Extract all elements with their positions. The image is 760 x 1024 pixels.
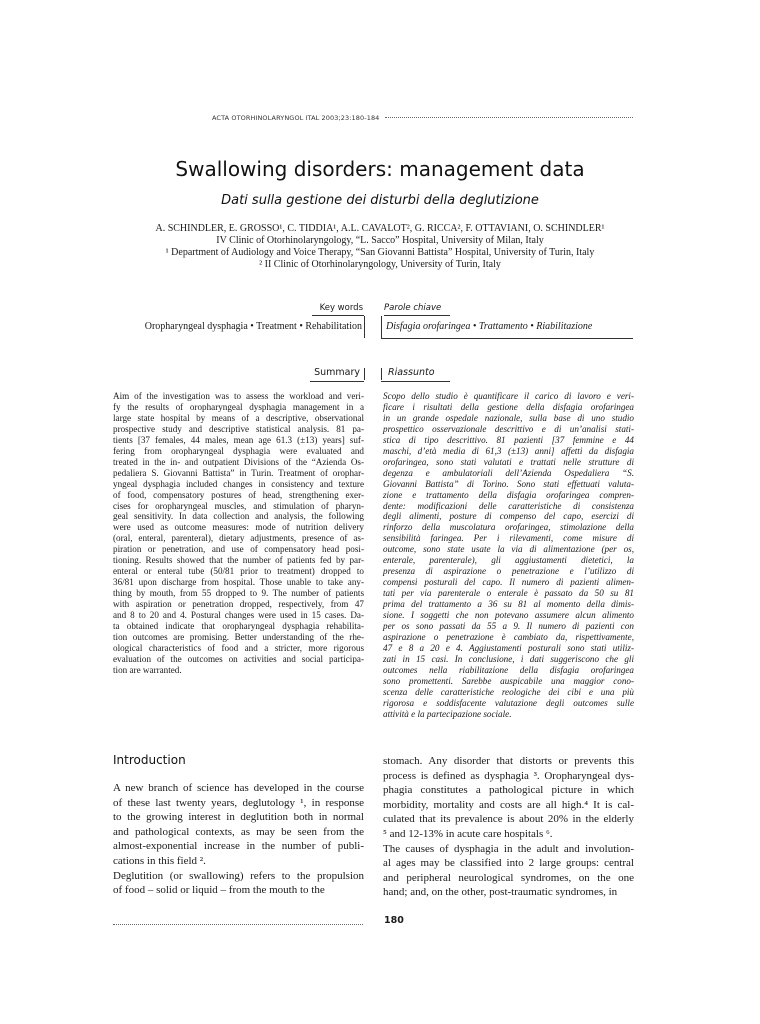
text-line: evaluation of the outcomes on activities and social participa- — [113, 653, 364, 664]
text-line: orofaringea, sono stati valutati e trattati nelle strutture di — [383, 456, 634, 467]
text-line: (oral, enteral, parenteral), dietary adjustments, presence of as- — [113, 533, 364, 544]
paper-subtitle: Dati sulla gestione dei disturbi della deglutizione — [221, 193, 539, 208]
summary-text-it — [383, 391, 634, 720]
text-line: prospective study and descriptive statistical analysis. 81 pa- — [113, 423, 364, 434]
text-line: and peripheral neurological syndromes, on the one — [383, 871, 634, 884]
text-line: of these last twenty years, deglutology ¹, in response — [113, 796, 364, 809]
text-line: compensi posturali del capo. Il numero di pazienti alimen- — [383, 577, 634, 588]
text-line: tati per via parenterale o enterale è passato da 50 su 81 — [383, 588, 634, 599]
text-line: were used as outcome measures: mode of nutrition delivery — [113, 522, 364, 533]
text-line: degenza e ambulatoriali dell’Azienda Ospedaliera “S. — [383, 467, 634, 478]
keywords-text-it: Disfagia orofaringea • Trattamento • Riabilitazione — [386, 321, 593, 332]
text-line: and pathological contexts, as may be seen from the — [113, 825, 364, 838]
summary-heading-en: Summary — [314, 367, 360, 378]
text-line: attività e la partecipazione sociale. — [383, 708, 512, 719]
text-line: Deglutition (or swallowing) refers to the propulsion — [113, 869, 364, 882]
text-line: The causes of dysphagia in the adult and involution- — [383, 842, 634, 855]
text-line: dente: modificazioni delle caratteristiche di consistenza — [383, 500, 634, 511]
text-line: outcomes nella riabilitazione della disfagia orofaringea — [383, 664, 634, 675]
introduction-column-left — [113, 781, 364, 898]
footer-dotted-rule — [113, 924, 363, 925]
keywords-text-en: Oropharyngeal dysphagia • Treatment • Rehabilitation — [144, 321, 362, 332]
text-line: in un grande ospedale nazionale, sulla base di uno studio — [383, 412, 634, 423]
text-line: maschi, d’età media di 61,3 (±13) anni] affetti da disfagia — [383, 445, 634, 456]
text-line: piration or penetration, and use of compensatory head posi- — [113, 544, 364, 555]
text-line: rigorosa e soddisfacente valutazione degli outcomes sulle — [383, 697, 634, 708]
summary-divider-en — [364, 368, 365, 380]
introduction-column-right — [383, 754, 634, 900]
summary-heading-it: Riassunto — [388, 367, 435, 378]
text-line: phagia constitutes a pathological picture in which — [383, 784, 634, 797]
summary-divider-it — [381, 368, 382, 380]
text-line: geal sensitivity. In data collection and analysis, the following — [113, 511, 364, 522]
text-line: ficare i risultati della gestione della disfagia orofaringea — [383, 401, 634, 412]
text-line: stomach. Any disorder that distorts or prevents this — [383, 755, 634, 767]
text-line: tion are warranted. — [113, 664, 182, 675]
text-line: sono promettenti. Sarebbe auspicabile una maggior cono- — [383, 675, 634, 686]
text-line: ological characteristics of food and a stricter, more rigorous — [113, 642, 364, 653]
text-line: large state hospital by means of a descriptive, observational — [113, 412, 364, 423]
text-line: per os sono passati da 55 a 9. Il numero di pazienti con — [383, 621, 634, 632]
text-line: of food – solid or liquid – from the mouth to the — [113, 884, 325, 897]
affiliation-2: ¹ Department of Audiology and Voice Therapy, “San Giovanni Battista” Hospital, University of Turin, Italy — [165, 247, 595, 258]
keywords-divider-it — [381, 316, 382, 338]
text-line: Giovanni Battista” di Torino. Sono stati effettuati valuta- — [383, 478, 634, 489]
text-line: tioning. Results showed that the number of patients fed by par- — [113, 555, 364, 566]
keywords-rule-it — [384, 315, 450, 316]
affiliation-1: IV Clinic of Otorhinolaryngology, “L. Sacco” Hospital, University of Milan, Italy — [216, 235, 544, 246]
text-line: al ages may be classified into 2 large groups: central — [383, 857, 634, 870]
text-line: A new branch of science has developed in the course — [113, 782, 364, 794]
text-line: sensibilità faringea. Per i rilevamenti, come misure di — [383, 533, 634, 544]
text-line: tion outcomes are promising. Better understanding of the rhe- — [113, 631, 364, 642]
text-line: ⁵ and 12-13% in acute care hospitals ⁶. — [383, 827, 553, 840]
text-line: almost-exponential increase in the number of publi- — [113, 840, 364, 853]
text-line: cises for oropharyngeal muscles, and stimulation of pharyn- — [113, 500, 364, 511]
keywords-heading-it: Parole chiave — [384, 303, 442, 313]
affiliation-3: ² II Clinic of Otorhinolaryngology, University of Turin, Italy — [259, 259, 501, 270]
text-line: pedaliera S. Giovanni Battista” in Turin. Treatment of orophar- — [113, 467, 364, 478]
text-line: hand; and, on the other, post-traumatic syndromes, in — [383, 886, 618, 899]
text-line: and 8 to 20 and 4. Postural changes were used in 15 cases. Da- — [113, 610, 364, 621]
text-line: to the growing interest in deglutition both in normal — [113, 811, 364, 824]
text-line: prospettico osservazionale descrittivo e di un’analisi stati- — [383, 423, 634, 434]
keywords-rule-en — [312, 315, 364, 316]
text-line: Aim of the investigation was to assess the workload and veri- — [113, 391, 364, 401]
text-line: rinforzo della muscolatura orofaringea, stimolazione della — [383, 522, 634, 533]
text-line: aspirazione o penetrazione è cambiato da, rispettivamente, — [383, 631, 634, 642]
text-line: treated in the in- and outpatient Divisions of the “Azienda Os- — [113, 456, 364, 467]
keywords-bottom-rule — [381, 338, 633, 339]
text-line: enterale, parenterale), gli aggiustamenti dietetici, la — [383, 555, 634, 566]
author-list: A. SCHINDLER, E. GROSSO¹, C. TIDDIA¹, A.L. CAVALOT², G. RICCA², F. OTTAVIANI, O. SCHINDLER¹ — [155, 223, 605, 234]
journal-reference: ACTA OTORHINOLARYNGOL ITAL 2003;23:180-184 — [212, 114, 380, 122]
text-line: ta obtained indicate that oropharyngeal dysphagia rehabilita- — [113, 621, 364, 632]
text-line: zione e trattamento della disfagia orofaringea compren- — [383, 489, 634, 500]
page-number: 180 — [384, 915, 404, 926]
text-line: fering from oropharyngeal dysphagia were evaluated and — [113, 445, 364, 456]
keywords-divider-en — [364, 316, 365, 338]
text-line: sione. I soggetti che non potevano assumere alcun alimento — [383, 610, 634, 621]
text-line: process is defined as dysphagia ³. Oropharyngeal dys- — [383, 769, 634, 782]
text-line: degli alimenti, posture di compenso del capo, esercizi di — [383, 511, 634, 522]
summary-rule-en — [310, 381, 364, 382]
text-line: 36/81 upon discharge from hospital. Those unable to take any- — [113, 577, 364, 588]
text-line: presenza di aspirazione o penetrazione e l’utilizzo di — [383, 566, 634, 577]
summary-rule-it — [381, 381, 450, 382]
text-line: thing by mouth, from 55 dropped to 9. The number of patients — [113, 588, 364, 599]
header-dotted-rule — [385, 117, 633, 118]
text-line: stica di tipo descrittivo. 81 pazienti [37 femmine e 44 — [383, 434, 634, 445]
keywords-heading-en: Key words — [319, 303, 363, 313]
text-line: zati in 15 casi. In conclusione, i dati suggeriscono che gli — [383, 653, 634, 664]
text-line: tients [37 females, 44 males, mean age 61.3 (±13) years] suf- — [113, 434, 364, 445]
text-line: morbidity, mortality and costs are all high.⁴ It is cal- — [383, 798, 634, 811]
summary-text-en — [113, 391, 364, 676]
text-line: of food, compensatory postures of head, strengthening exer- — [113, 489, 364, 500]
text-line: 47 e 8 a 20 e 4. Aggiustamenti posturali sono stati utiliz- — [383, 642, 634, 653]
introduction-heading: Introduction — [113, 753, 186, 767]
text-line: enteral or enteral tube (50/81 prior to treatment) dropped to — [113, 566, 364, 577]
text-line: culated that its prevalence is about 20% in the elderly — [383, 813, 634, 826]
text-line: Scopo dello studio è quantificare il carico di lavoro e veri- — [383, 391, 634, 401]
paper-title: Swallowing disorders: management data — [175, 157, 585, 181]
text-line: prima del trattamento a 36 su 81 al momento della dimis- — [383, 599, 634, 610]
text-line: fy the results of oropharyngeal dysphagia management in a — [113, 401, 364, 412]
text-line: outcome, sono state usate la via di alimentazione (per os, — [383, 544, 634, 555]
text-line: scenza delle caratteristiche reologiche dei cibi e una più — [383, 686, 634, 697]
text-line: cations in this field ². — [113, 854, 206, 867]
text-line: with aspiration or penetration dropped, respectively, from 47 — [113, 599, 364, 610]
text-line: yngeal dysphagia included changes in consistency and texture — [113, 478, 364, 489]
